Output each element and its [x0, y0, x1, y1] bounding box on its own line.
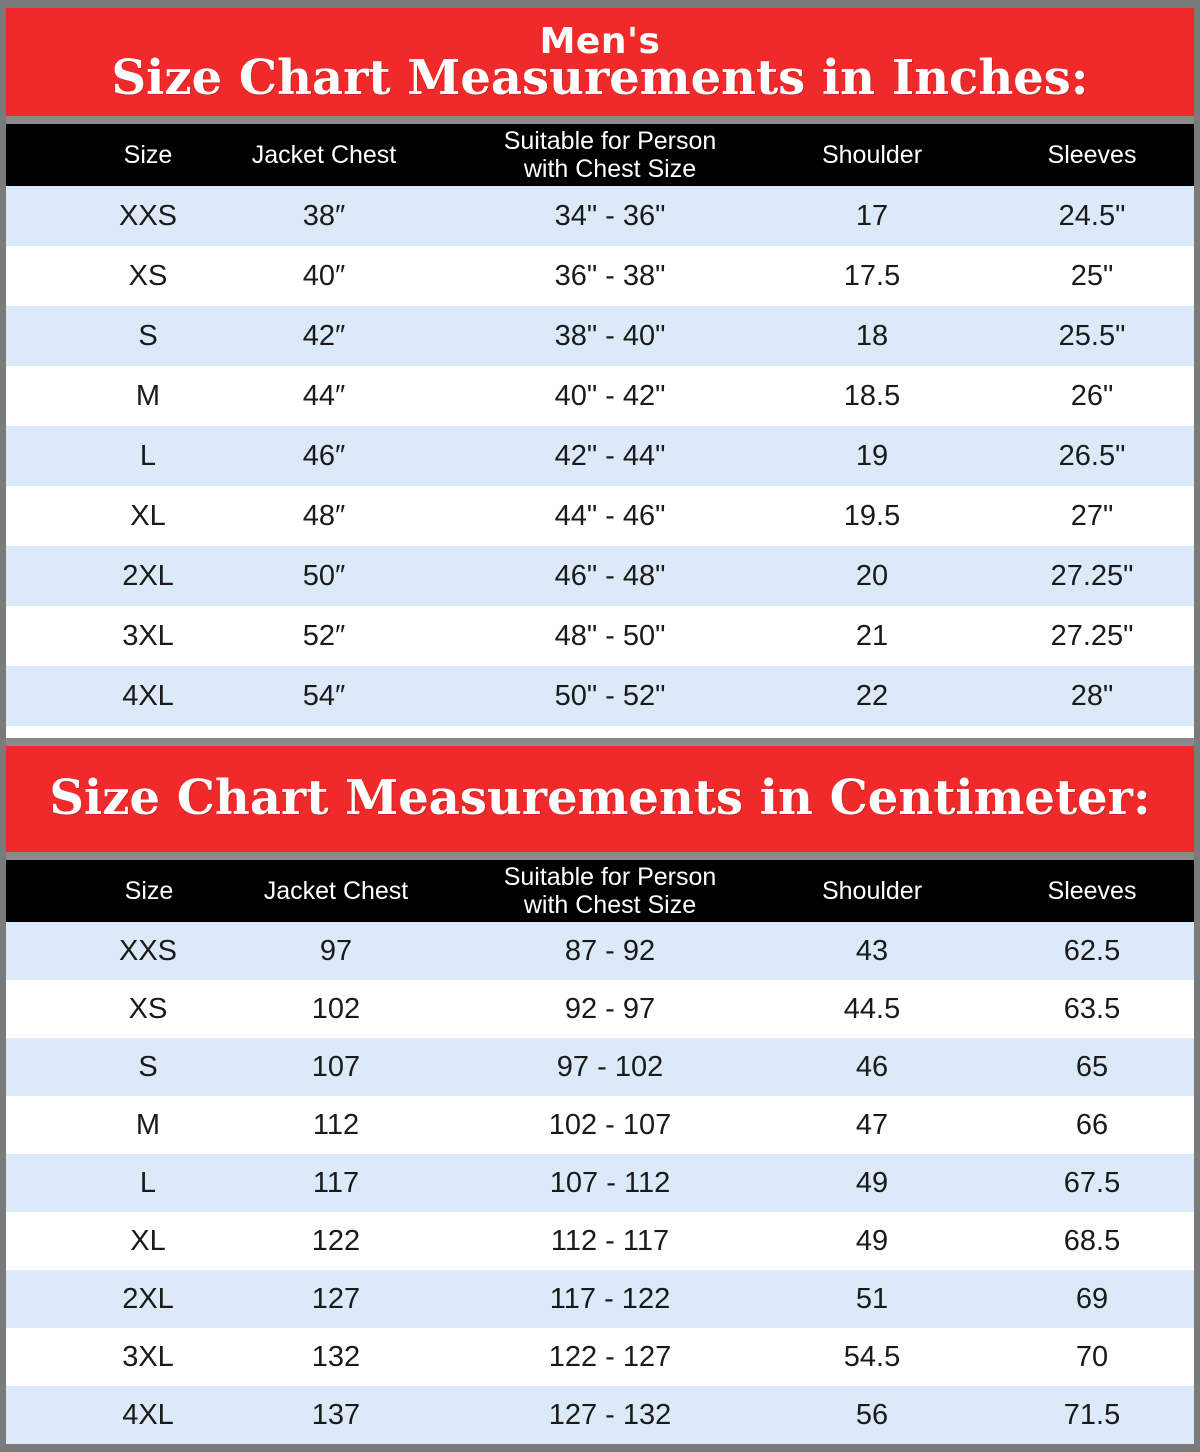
inches-banner — [6, 8, 1194, 116]
jacket-chest-cell: 46″ — [302, 440, 346, 472]
table-row — [6, 306, 1194, 366]
size-cell: 3XL — [122, 1341, 174, 1373]
jacket-chest-cell: 52″ — [302, 620, 346, 652]
shoulder-cell: 18 — [855, 320, 889, 352]
suitable-chest-cell: 112 - 117 — [550, 1225, 670, 1257]
centimeter-size-table — [6, 860, 1194, 1444]
sleeves-cell: 65 — [1075, 1051, 1109, 1083]
sleeves-cell: 69 — [1075, 1283, 1109, 1315]
sleeves-cell: 26.5" — [1058, 440, 1126, 472]
size-cell: 3XL — [122, 620, 174, 652]
sleeves-cell: 70 — [1075, 1341, 1109, 1373]
size-cell: XXS — [118, 200, 178, 232]
shoulder-cell: 49 — [855, 1167, 889, 1199]
jacket-chest-cell: 117 — [312, 1167, 360, 1199]
table-row — [6, 246, 1194, 306]
inches-table-header — [6, 124, 1194, 186]
size-cell: S — [138, 1051, 158, 1083]
shoulder-cell: 18.5 — [843, 380, 901, 412]
inches-title: Size Chart Measurements in Inches: — [111, 50, 1089, 106]
table-row — [6, 546, 1194, 606]
table-row — [6, 1270, 1194, 1328]
jacket-chest-cell: 102 — [311, 993, 361, 1025]
jacket-chest-cell: 50″ — [302, 560, 346, 592]
sleeves-cell: 71.5 — [1063, 1399, 1121, 1431]
table-row — [6, 666, 1194, 726]
shoulder-cell: 46 — [855, 1051, 889, 1083]
table-row — [6, 980, 1194, 1038]
size-cell: L — [139, 1167, 157, 1199]
shoulder-cell: 56 — [855, 1399, 889, 1431]
table-row — [6, 1328, 1194, 1386]
sleeves-cell: 27.25" — [1050, 560, 1134, 592]
table-row — [6, 606, 1194, 666]
suitable-chest-cell: 40" - 42" — [554, 380, 666, 412]
size-cell: L — [139, 440, 157, 472]
shoulder-cell: 49 — [855, 1225, 889, 1257]
jacket-chest-cell: 54″ — [302, 680, 346, 712]
size-cell: S — [138, 320, 158, 352]
header-suitable-line2: with Chest Size — [523, 891, 697, 919]
sleeves-cell: 28" — [1070, 680, 1114, 712]
shoulder-cell: 51 — [855, 1283, 889, 1315]
jacket-chest-cell: 107 — [311, 1051, 361, 1083]
sleeves-cell: 68.5 — [1063, 1225, 1121, 1257]
centimeter-banner — [6, 746, 1194, 852]
jacket-chest-cell: 122 — [311, 1225, 361, 1257]
sleeves-cell: 25" — [1070, 260, 1114, 292]
sleeves-cell: 27" — [1070, 500, 1114, 532]
jacket-chest-cell: 42″ — [302, 320, 346, 352]
table-row — [6, 922, 1194, 980]
table-row — [6, 486, 1194, 546]
sleeves-cell: 26" — [1070, 380, 1114, 412]
shoulder-cell: 19.5 — [843, 500, 901, 532]
inches-table-body — [6, 186, 1194, 726]
header-sleeves: Sleeves — [1047, 141, 1137, 169]
shoulder-cell: 21 — [855, 620, 889, 652]
size-cell: 4XL — [122, 1399, 174, 1431]
header-suitable-person — [504, 127, 717, 183]
table-row — [6, 1386, 1194, 1444]
header-suitable-line1: Suitable for Person — [503, 127, 717, 155]
shoulder-cell: 44.5 — [843, 993, 901, 1025]
table-row — [6, 1096, 1194, 1154]
suitable-chest-cell: 92 - 97 — [564, 993, 656, 1025]
header-size: Size — [124, 877, 174, 905]
jacket-chest-cell: 97 — [319, 935, 353, 967]
table-row — [6, 1038, 1194, 1096]
suitable-chest-cell: 34" - 36" — [554, 200, 666, 232]
suitable-chest-cell: 107 - 112 — [549, 1167, 671, 1199]
suitable-chest-cell: 44" - 46" — [554, 500, 666, 532]
sleeves-cell: 66 — [1075, 1109, 1109, 1141]
size-cell: XL — [130, 500, 166, 532]
size-cell: M — [135, 380, 161, 412]
suitable-chest-cell: 102 - 107 — [548, 1109, 672, 1141]
jacket-chest-cell: 112 — [312, 1109, 360, 1141]
header-suitable-person — [504, 863, 717, 919]
table-row — [6, 426, 1194, 486]
suitable-chest-cell: 97 - 102 — [556, 1051, 664, 1083]
jacket-chest-cell: 137 — [311, 1399, 361, 1431]
shoulder-cell: 17.5 — [843, 260, 901, 292]
shoulder-cell: 19 — [855, 440, 889, 472]
shoulder-cell: 22 — [855, 680, 889, 712]
sleeves-cell: 27.25" — [1050, 620, 1134, 652]
header-shoulder: Shoulder — [821, 141, 923, 169]
centimeter-table-header — [6, 860, 1194, 922]
shoulder-cell: 43 — [855, 935, 889, 967]
sleeves-cell: 24.5" — [1058, 200, 1126, 232]
suitable-chest-cell: 42" - 44" — [554, 440, 666, 472]
suitable-chest-cell: 48" - 50" — [554, 620, 666, 652]
suitable-chest-cell: 122 - 127 — [548, 1341, 672, 1373]
header-suitable-line2: with Chest Size — [523, 155, 697, 183]
size-cell: XS — [128, 260, 168, 292]
header-size: Size — [123, 141, 173, 169]
centimeter-title: Size Chart Measurements in Centimeter: — [49, 770, 1151, 826]
shoulder-cell: 20 — [855, 560, 889, 592]
inches-size-table — [6, 124, 1194, 738]
suitable-chest-cell: 127 - 132 — [548, 1399, 672, 1431]
shoulder-cell: 54.5 — [843, 1341, 901, 1373]
size-cell: 2XL — [122, 560, 174, 592]
header-shoulder: Shoulder — [821, 877, 923, 905]
table-row — [6, 1154, 1194, 1212]
jacket-chest-cell: 44″ — [302, 380, 346, 412]
size-cell: M — [135, 1109, 161, 1141]
header-jacket-chest: Jacket Chest — [263, 877, 409, 905]
sleeves-cell: 63.5 — [1063, 993, 1121, 1025]
suitable-chest-cell: 36" - 38" — [554, 260, 666, 292]
suitable-chest-cell: 46" - 48" — [554, 560, 666, 592]
sleeves-cell: 67.5 — [1063, 1167, 1121, 1199]
jacket-chest-cell: 48″ — [302, 500, 346, 532]
header-jacket-chest: Jacket Chest — [251, 141, 397, 169]
jacket-chest-cell: 40″ — [302, 260, 346, 292]
suitable-chest-cell: 38" - 40" — [554, 320, 666, 352]
jacket-chest-cell: 127 — [311, 1283, 361, 1315]
header-sleeves: Sleeves — [1047, 877, 1137, 905]
jacket-chest-cell: 38″ — [302, 200, 346, 232]
mens-subtitle: Men's — [539, 21, 661, 62]
size-cell: 2XL — [122, 1283, 174, 1315]
sleeves-cell: 62.5 — [1063, 935, 1121, 967]
table-row — [6, 366, 1194, 426]
size-cell: 4XL — [122, 680, 174, 712]
suitable-chest-cell: 117 - 122 — [549, 1283, 671, 1315]
centimeter-table-body — [6, 922, 1194, 1444]
size-cell: XL — [130, 1225, 166, 1257]
size-cell: XXS — [118, 935, 178, 967]
suitable-chest-cell: 87 - 92 — [564, 935, 656, 967]
table-row — [6, 1212, 1194, 1270]
table-row — [6, 186, 1194, 246]
suitable-chest-cell: 50" - 52" — [554, 680, 666, 712]
header-suitable-line1: Suitable for Person — [503, 863, 717, 891]
jacket-chest-cell: 132 — [311, 1341, 361, 1373]
shoulder-cell: 17 — [855, 200, 889, 232]
size-cell: XS — [128, 993, 168, 1025]
shoulder-cell: 47 — [855, 1109, 889, 1141]
sleeves-cell: 25.5" — [1058, 320, 1126, 352]
